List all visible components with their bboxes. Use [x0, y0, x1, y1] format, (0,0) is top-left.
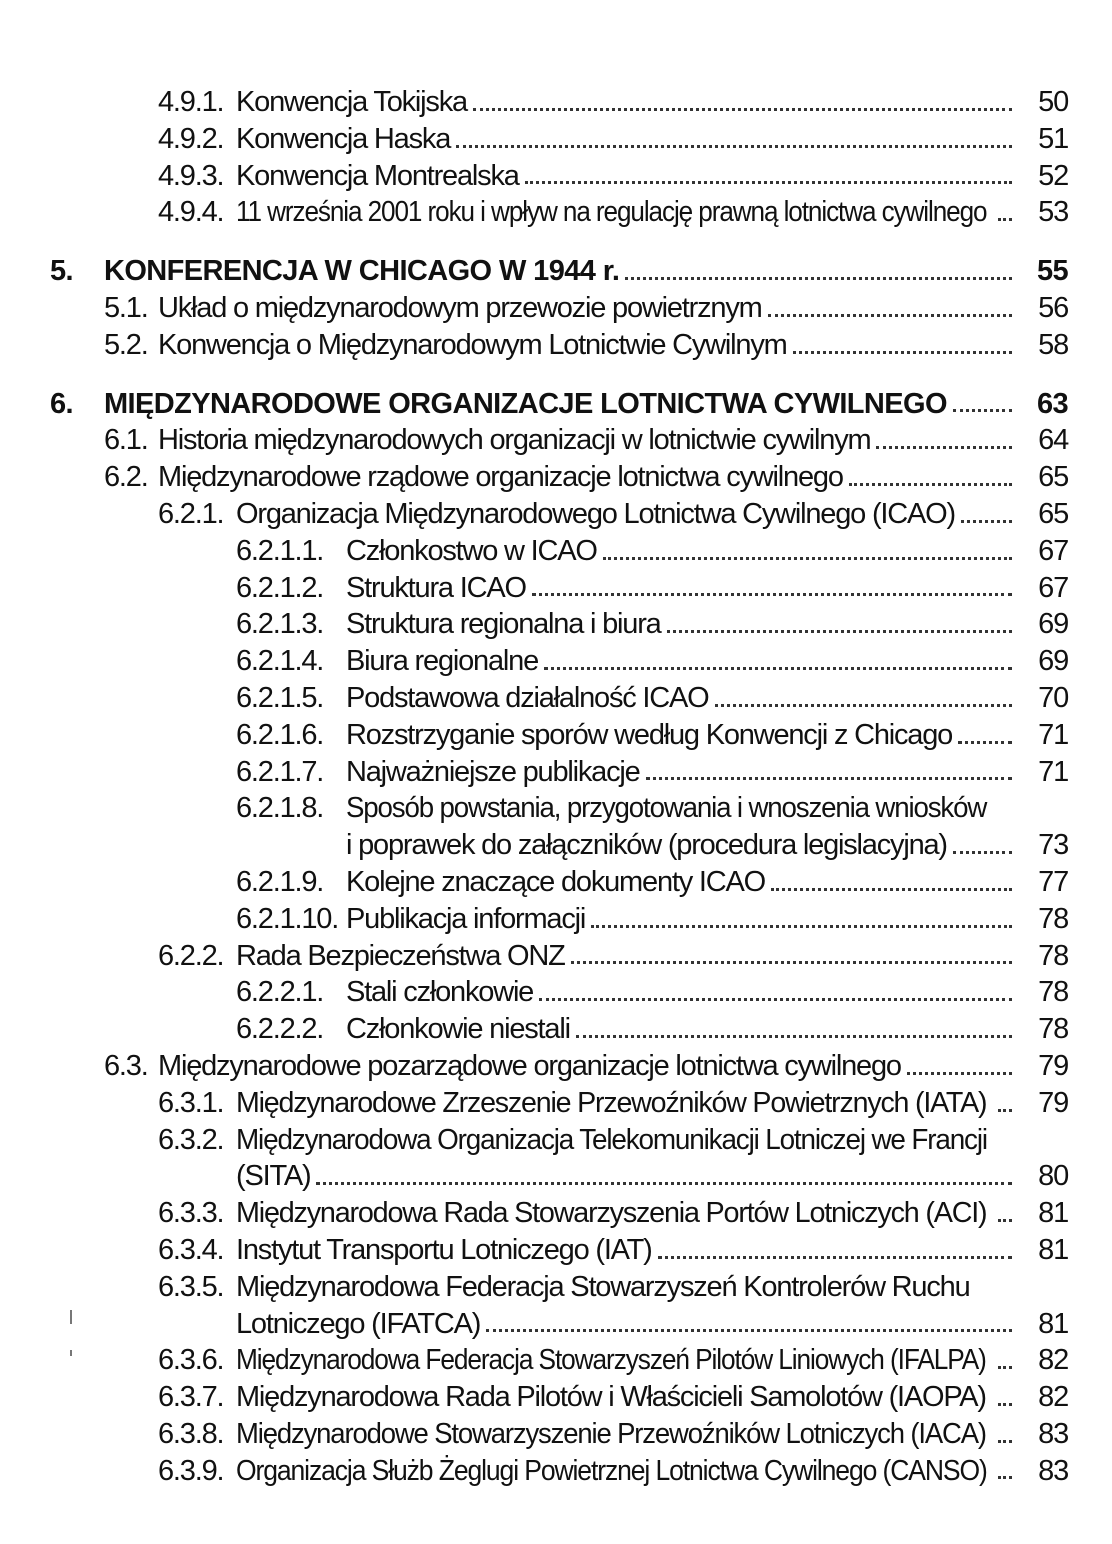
toc-entry: [0, 533, 1112, 570]
toc-entry-number: 6.3.2.: [158, 1123, 224, 1156]
toc-entry: [0, 1379, 1112, 1416]
toc-entry-title: Podstawowa działalność ICAO: [346, 681, 709, 714]
toc-entry-title: Kolejne znaczące dokumenty ICAO: [346, 865, 765, 898]
toc-entry-number: 6.3.7.: [158, 1381, 224, 1414]
toc-entry-number: 6.3.4.: [158, 1233, 224, 1266]
toc-entry-number: 6.3.6.: [158, 1344, 224, 1377]
toc-entry-number: 6.2.2.2.: [236, 1013, 324, 1046]
toc-entry-page: 65: [1038, 497, 1068, 530]
toc-entry: [0, 290, 1112, 327]
toc-entry-page: 50: [1038, 86, 1068, 118]
toc-entry: [0, 386, 1112, 423]
toc-entry-line: [236, 1122, 1012, 1159]
toc-entry: [0, 158, 1112, 195]
toc-entry-line: [236, 1269, 1012, 1306]
toc-entry-title: Międzynarodowa Rada Stowarzyszenia Portów Lotniczych (ACI): [236, 1197, 987, 1230]
margin-mark: [70, 1350, 72, 1356]
toc-entry: [0, 253, 1112, 290]
toc-entry-title: MIĘDZYNARODOWE ORGANIZACJE LOTNICTWA CYWILNEGO: [104, 387, 947, 420]
toc-entry-page: 64: [1038, 424, 1068, 457]
dot-leader: [953, 827, 1012, 864]
toc-entry-line: [158, 1048, 1012, 1085]
toc-entry: [0, 1085, 1112, 1122]
toc-entry-line: [236, 1342, 1012, 1379]
toc-entry-line: [236, 938, 1012, 975]
toc-entry: [0, 643, 1112, 680]
dot-leader: [715, 680, 1012, 717]
toc-entry: [0, 570, 1112, 607]
toc-entry-number: 6.3.1.: [158, 1086, 224, 1119]
toc-entry-line: [158, 422, 1012, 459]
toc-entry-title: Biura regionalne: [346, 645, 538, 678]
toc-entry-line: [346, 643, 1012, 680]
toc-entry-title: Konwencja Haska: [236, 122, 451, 155]
dot-leader: [958, 717, 1012, 754]
toc-entry-title: Organizacja Służb Żeglugi Powietrznej Lotnictwa Cywilnego (CANSO): [236, 1454, 987, 1487]
toc-entry: [0, 1342, 1112, 1379]
toc-entry-number: 6.2.: [104, 461, 148, 494]
toc-entry-page: 58: [1038, 328, 1068, 361]
toc-entry-page: 82: [1038, 1344, 1068, 1377]
toc-entry-line: [236, 1416, 1012, 1453]
toc-entry-title: Międzynarodowe Stowarzyszenie Przewoźników Lotniczych (IACA): [236, 1417, 986, 1450]
toc-entry: [0, 1306, 1112, 1343]
toc-entry-title: Międzynarodowa Organizacja Telekomunikacji Lotniczej we Francji: [236, 1123, 987, 1156]
toc-entry: [0, 1195, 1112, 1232]
dot-leader: [576, 1011, 1012, 1048]
toc-entry-line: [158, 327, 1012, 364]
toc-entry-title: Członkowie niestali: [346, 1013, 570, 1046]
toc-entry: [0, 717, 1112, 754]
toc-entry-line: [346, 974, 1012, 1011]
toc-entry: [0, 938, 1112, 975]
toc-entry-page: 67: [1038, 534, 1068, 567]
toc-entry: [0, 1011, 1112, 1048]
toc-entry-number: 5.1.: [104, 291, 148, 324]
toc-entry-number: 6.3.9.: [158, 1454, 224, 1487]
toc-entry-title: KONFERENCJA W CHICAGO W 1944 r.: [104, 255, 620, 288]
toc-entry-page: 55: [1036, 255, 1068, 288]
toc-entry: [0, 864, 1112, 901]
toc-entry-number: 6.2.1.4.: [236, 645, 324, 678]
table-of-contents: [0, 84, 1112, 1489]
dot-leader: [646, 754, 1012, 791]
toc-entry-page: 83: [1038, 1417, 1068, 1450]
toc-entry-page: 52: [1038, 159, 1068, 192]
dot-leader: [658, 1232, 1012, 1269]
toc-entry-line: [236, 1379, 1012, 1416]
toc-entry-line: [236, 1232, 1012, 1269]
toc-entry-title: Rada Bezpieczeństwa ONZ: [236, 939, 565, 972]
dot-leader: [625, 253, 1012, 290]
dot-leader: [667, 606, 1012, 643]
toc-entry-title: i poprawek do załączników (procedura legislacyjna): [346, 829, 947, 862]
toc-entry-title: Międzynarodowe rządowe organizacje lotnictwa cywilnego: [158, 461, 843, 494]
toc-entry-title: Międzynarodowa Federacja Stowarzyszeń Kontrolerów Ruchu: [236, 1270, 970, 1303]
toc-entry-title: 11 września 2001 roku i wpływ na regulację prawną lotnictwa cywilnego: [236, 196, 987, 229]
toc-entry-line: [346, 1011, 1012, 1048]
toc-entry: [0, 1158, 1112, 1195]
toc-entry: [0, 194, 1112, 231]
toc-entry-title: Struktura regionalna i biura: [346, 608, 661, 641]
toc-entry-title: Międzynarodowe pozarządowe organizacje lotnictwa cywilnego: [158, 1049, 901, 1082]
toc-entry-page: 78: [1038, 902, 1068, 935]
dot-leader: [571, 938, 1012, 975]
toc-entry-line: [346, 790, 1012, 827]
toc-entry-line: [346, 533, 1012, 570]
toc-entry: [0, 1416, 1112, 1453]
toc-entry-number: 5.: [50, 255, 73, 288]
toc-entry-line: [236, 121, 1012, 158]
toc-entry-title: Konwencja Montrealska: [236, 159, 519, 192]
toc-entry-page: 81: [1038, 1307, 1068, 1340]
dot-leader: [961, 496, 1012, 533]
dot-leader: [486, 1306, 1012, 1343]
toc-entry: [0, 422, 1112, 459]
toc-entry-page: 63: [1036, 387, 1068, 420]
toc-entry-line: [346, 864, 1012, 901]
toc-entry-number: 6.3.8.: [158, 1417, 224, 1450]
toc-entry-page: 78: [1038, 976, 1068, 1009]
toc-entry-number: 6.2.1.3.: [236, 608, 324, 641]
toc-entry-number: 6.: [50, 387, 73, 420]
toc-entry-line: [236, 158, 1012, 195]
toc-entry: [0, 754, 1112, 791]
toc-entry: [0, 827, 1112, 864]
toc-entry-line: [236, 1158, 1012, 1195]
toc-entry-page: 56: [1038, 291, 1068, 324]
toc-entry-number: 6.2.1.8.: [236, 792, 324, 825]
dot-leader: [793, 327, 1012, 364]
toc-entry-page: 71: [1038, 718, 1068, 751]
toc-entry-page: 65: [1038, 461, 1068, 494]
toc-entry-number: 6.2.1.10.: [236, 902, 339, 935]
toc-entry-page: 78: [1038, 939, 1068, 972]
toc-entry-page: 71: [1038, 755, 1068, 788]
toc-entry-title: Międzynarodowa Rada Pilotów i Właścicieli Samolotów (IAOPA): [236, 1381, 986, 1414]
toc-entry-line: [346, 717, 1012, 754]
toc-entry-title: Struktura ICAO: [346, 571, 526, 604]
toc-entry-title: Międzynarodowe Zrzeszenie Przewoźników Powietrznych (IATA): [236, 1086, 987, 1119]
toc-entry-page: 82: [1038, 1381, 1068, 1414]
dot-leader: [473, 84, 1012, 121]
toc-entry-number: 6.2.1.1.: [236, 534, 324, 567]
toc-entry-number: 5.2.: [104, 328, 148, 361]
toc-entry: [0, 1269, 1112, 1306]
dot-leader: [456, 121, 1012, 158]
toc-entry: [0, 901, 1112, 938]
toc-entry-page: 51: [1038, 122, 1068, 155]
toc-entry: [0, 790, 1112, 827]
dot-leader: [768, 290, 1012, 327]
toc-entry-title: Układ o międzynarodowym przewozie powietrznym: [158, 291, 762, 324]
toc-entry: [0, 1122, 1112, 1159]
toc-entry-line: [236, 496, 1012, 533]
toc-entry-line: [346, 827, 1012, 864]
toc-entry-number: 6.3.: [104, 1049, 148, 1082]
toc-entry-number: 6.1.: [104, 424, 148, 457]
toc-entry-page: 79: [1038, 1049, 1068, 1082]
toc-entry-line: [236, 84, 1012, 121]
toc-entry-title: Publikacja informacji: [346, 902, 586, 935]
toc-entry-number: 6.2.1.2.: [236, 571, 324, 604]
toc-entry-line: [104, 253, 1012, 290]
dot-leader: [907, 1048, 1012, 1085]
toc-entry-number: 6.2.1.5.: [236, 681, 324, 714]
toc-entry-line: [346, 680, 1012, 717]
dot-leader: [771, 864, 1012, 901]
toc-entry-line: [346, 901, 1012, 938]
toc-entry-line: [346, 754, 1012, 791]
toc-entry-title: Sposób powstania, przygotowania i wnoszenia wniosków: [346, 792, 987, 825]
dot-leader: [849, 459, 1012, 496]
toc-entry: [0, 459, 1112, 496]
toc-entry-page: 69: [1038, 645, 1068, 678]
toc-entry-title: Stali członkowie: [346, 976, 534, 1009]
toc-entry-line: [236, 1195, 1012, 1232]
toc-entry-number: 6.2.1.7.: [236, 755, 324, 788]
toc-entry-line: [236, 194, 1012, 231]
toc-entry: [0, 680, 1112, 717]
toc-entry-number: 4.9.3.: [158, 159, 224, 192]
toc-entry: [0, 974, 1112, 1011]
dot-leader: [316, 1158, 1012, 1195]
toc-entry-line: [158, 290, 1012, 327]
toc-entry-page: 70: [1038, 681, 1068, 714]
toc-entry-line: [236, 1306, 1012, 1343]
toc-entry-line: [104, 386, 1012, 423]
toc-entry-line: [346, 570, 1012, 607]
toc-entry-title: Organizacja Międzynarodowego Lotnictwa Cywilnego (ICAO): [236, 497, 955, 530]
dot-leader: [525, 158, 1012, 195]
toc-entry-page: 73: [1038, 829, 1068, 862]
toc-entry-page: 53: [1038, 196, 1068, 229]
toc-entry-title: Historia międzynarodowych organizacji w lotnictwie cywilnym: [158, 424, 871, 457]
dot-leader: [539, 974, 1012, 1011]
toc-entry: [0, 496, 1112, 533]
toc-entry-page: 79: [1038, 1086, 1068, 1119]
toc-entry-page: 83: [1038, 1454, 1068, 1487]
toc-entry: [0, 327, 1112, 364]
toc-entry-title: (SITA): [236, 1160, 311, 1193]
toc-entry-number: 4.9.1.: [158, 86, 224, 118]
toc-entry-number: 4.9.2.: [158, 122, 224, 155]
dot-leader: [953, 386, 1012, 423]
toc-entry-number: 6.2.2.: [158, 939, 224, 972]
toc-entry-title: Międzynarodowa Federacja Stowarzyszeń Pilotów Liniowych (IFALPA): [236, 1344, 986, 1377]
toc-entry-line: [236, 1453, 1012, 1490]
toc-entry-title: Lotniczego (IFATCA): [236, 1307, 481, 1340]
toc-entry: [0, 84, 1112, 121]
toc-entry-page: 81: [1038, 1197, 1068, 1230]
toc-entry: [0, 1453, 1112, 1490]
toc-entry-page: 78: [1038, 1013, 1068, 1046]
dot-leader: [591, 901, 1012, 938]
toc-entry-page: 67: [1038, 571, 1068, 604]
toc-entry: [0, 606, 1112, 643]
toc-entry-line: [346, 606, 1012, 643]
toc-entry: [0, 121, 1112, 158]
toc-entry-page: 81: [1038, 1233, 1068, 1266]
toc-entry-title: Członkostwo w ICAO: [346, 534, 597, 567]
toc-entry-number: 6.2.1.: [158, 497, 224, 530]
toc-entry-page: 69: [1038, 608, 1068, 641]
toc-entry-title: Rozstrzyganie sporów według Konwencji z Chicago: [346, 718, 953, 751]
toc-entry-page: 77: [1038, 865, 1068, 898]
toc-entry-title: Konwencja Tokijska: [236, 86, 467, 118]
toc-entry-title: Konwencja o Międzynarodowym Lotnictwie Cywilnym: [158, 328, 787, 361]
toc-entry-line: [236, 1085, 1012, 1122]
toc-entry: [0, 1048, 1112, 1085]
toc-entry-line: [158, 459, 1012, 496]
toc-entry-number: 6.3.3.: [158, 1197, 224, 1230]
dot-leader: [876, 422, 1012, 459]
toc-entry-number: 6.3.5.: [158, 1270, 224, 1303]
toc-entry-number: 6.2.1.6.: [236, 718, 324, 751]
dot-leader: [532, 570, 1012, 607]
toc-entry-title: Najważniejsze publikacje: [346, 755, 640, 788]
toc-entry-number: 6.2.1.9.: [236, 865, 324, 898]
toc-entry-number: 4.9.4.: [158, 196, 224, 229]
dot-leader: [603, 533, 1012, 570]
toc-entry-page: 80: [1038, 1160, 1068, 1193]
margin-mark: [70, 1310, 72, 1324]
toc-entry-title: Instytut Transportu Lotniczego (IAT): [236, 1233, 652, 1266]
toc-entry-number: 6.2.2.1.: [236, 976, 324, 1009]
dot-leader: [544, 643, 1012, 680]
toc-entry: [0, 1232, 1112, 1269]
